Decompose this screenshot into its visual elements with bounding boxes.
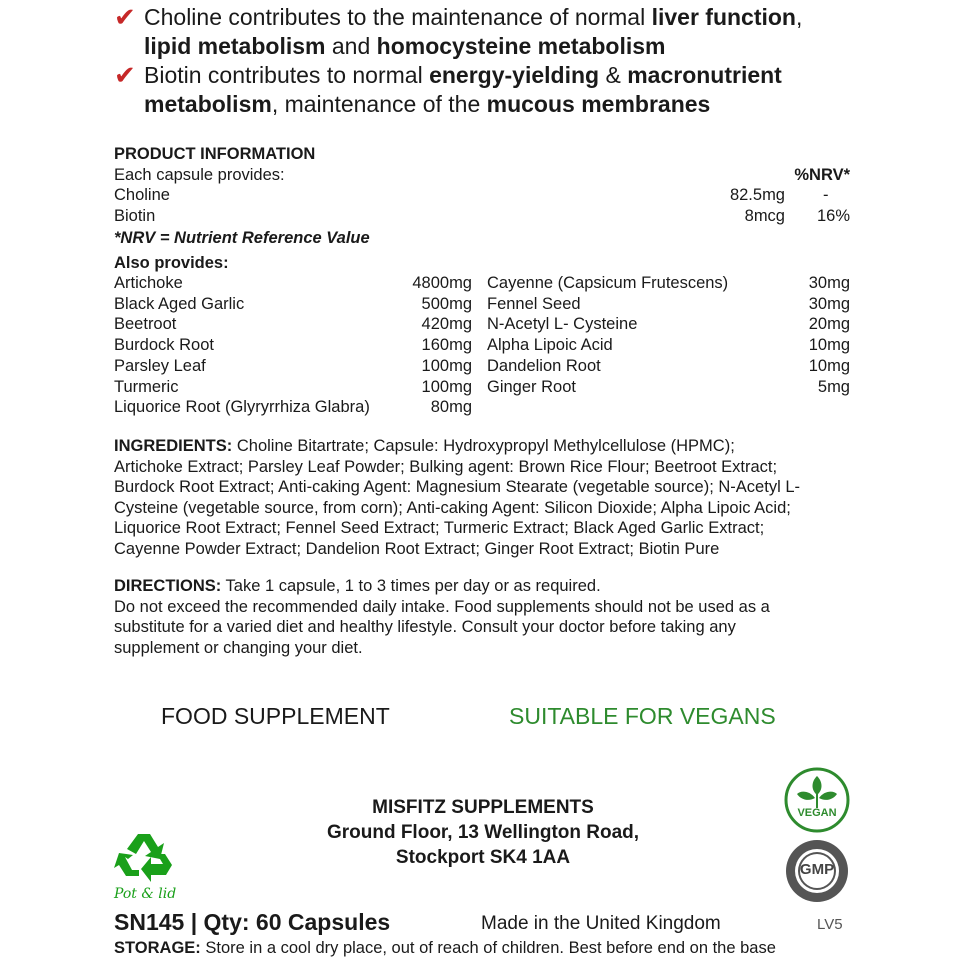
also-item-amount: 100mg [421, 356, 472, 375]
also-item-name: Alpha Lipoic Acid [487, 336, 613, 355]
directions-label: DIRECTIONS: [114, 577, 222, 595]
also-item-name: Liquorice Root (Glyryrrhiza Glabra) [114, 398, 370, 417]
storage-label: STORAGE: [114, 939, 201, 957]
also-item-name: Artichoke [114, 274, 183, 292]
ingredients-line: Cayenne Powder Extract; Dandelion Root Extract; Ginger Root Extract; Biotin Pure [114, 539, 720, 558]
nrv-note: *NRV = Nutrient Reference Value [114, 229, 370, 247]
also-item-name: Burdock Root [114, 336, 214, 355]
directions-line: substitute for a varied diet and healthy lifestyle. Consult your doctor before taking any [114, 618, 736, 637]
also-item-amount: 100mg [421, 377, 472, 396]
each-capsule-label: Each capsule provides: [114, 166, 285, 184]
storage-line [114, 938, 776, 959]
claim-choline-text: Choline contributes to the maintenance of normal liver function, lipid metabolism and homocysteine metabolism [144, 4, 803, 59]
also-item-amount: 20mg [808, 315, 850, 334]
ingredients-line: Choline Bitartrate; Capsule: Hydroxypropyl Methylcellulose (HPMC); [232, 437, 735, 455]
also-item-amount: 160mg [421, 336, 472, 355]
nutrient-nrv: 16% [816, 207, 850, 225]
food-supplement-label: FOOD SUPPLEMENT [161, 703, 390, 729]
check-icon: ✔ [114, 2, 136, 32]
directions-line: Do not exceed the recommended daily intake. Food supplements should not be used as a [114, 597, 770, 616]
ingredients-line: Cysteine (vegetable source, from corn); Anti-caking Agent: Silicon Dioxide; Alpha Lipoic Acid; [114, 498, 791, 517]
also-item-name: Parsley Leaf [114, 356, 206, 375]
also-provides-label: Also provides: [114, 254, 229, 272]
claim-biotin-text: Biotin contributes to normal energy-yielding & macronutrient metabolism, maintenance of the mucous membranes [144, 62, 782, 117]
also-item-amount: 4800mg [412, 274, 472, 292]
check-icon: ✔ [114, 60, 136, 90]
nutrient-amount: 82.5mg [729, 186, 785, 204]
also-item-amount: 80mg [430, 398, 472, 417]
also-item-name: Black Aged Garlic [114, 294, 245, 313]
also-item-amount: 10mg [808, 356, 850, 375]
also-item-name: Turmeric [114, 377, 179, 396]
company-name: MISFITZ SUPPLEMENTS [372, 797, 594, 818]
directions-line: Take 1 capsule, 1 to 3 times per day or as required. [221, 577, 601, 595]
ingredients-line: Burdock Root Extract; Anti-caking Agent: Magnesium Stearate (vegetable source); N-Acetyl L- [114, 478, 800, 497]
directions-block [114, 576, 874, 658]
directions-line: supplement or changing your diet. [114, 638, 363, 657]
also-item-amount: 420mg [421, 315, 472, 334]
also-item-amount: 500mg [421, 294, 472, 313]
lv-code: LV5 [817, 916, 843, 933]
vegans-label: SUITABLE FOR VEGANS [509, 703, 776, 729]
also-item-amount: 5mg [817, 377, 850, 396]
nutrient-nrv: - [823, 186, 829, 204]
also-item-name: N-Acetyl L- Cysteine [487, 315, 638, 334]
sku-qty: SN145 | Qty: 60 Capsules [114, 909, 391, 935]
product-info-title: PRODUCT INFORMATION [114, 145, 316, 163]
nrv-heading: %NRV* [794, 166, 850, 184]
nutrient-name: Biotin [114, 207, 156, 225]
also-item-name: Dandelion Root [487, 356, 601, 375]
also-item-name: Fennel Seed [487, 294, 581, 313]
gmp-center-label: GMP [799, 861, 835, 878]
nutrient-amount: 8mcg [744, 207, 785, 225]
address-line: Stockport SK4 1AA [395, 847, 571, 868]
also-item-name: Ginger Root [487, 377, 576, 396]
company-address [283, 795, 683, 870]
ingredients-label: INGREDIENTS: [114, 437, 233, 455]
vegan-badge-label: VEGAN [797, 807, 837, 819]
also-item-amount: 30mg [808, 294, 850, 313]
recycle-label: Pot & lid [114, 886, 177, 902]
vegan-leaf-icon [783, 766, 851, 834]
storage-text: Store in a cool dry place, out of reach of children. Best before end on the base [200, 939, 776, 957]
recycle-icon [114, 830, 178, 884]
ingredients-line: Artichoke Extract; Parsley Leaf Powder; Bulking agent: Brown Rice Flour; Beetroot Extract; [114, 457, 778, 476]
made-in: Made in the United Kingdom [481, 913, 721, 934]
also-item-name: Beetroot [114, 315, 177, 334]
ingredients-line: Liquorice Root Extract; Fennel Seed Extract; Turmeric Extract; Black Aged Garlic Extract; [114, 519, 765, 538]
ingredients-block [114, 436, 874, 560]
also-item-amount: 30mg [808, 274, 850, 292]
also-item-amount: 10mg [808, 336, 850, 355]
also-item-name: Cayenne (Capsicum Frutescens) [487, 274, 729, 292]
address-line: Ground Floor, 13 Wellington Road, [326, 822, 640, 843]
nutrient-name: Choline [114, 186, 170, 204]
